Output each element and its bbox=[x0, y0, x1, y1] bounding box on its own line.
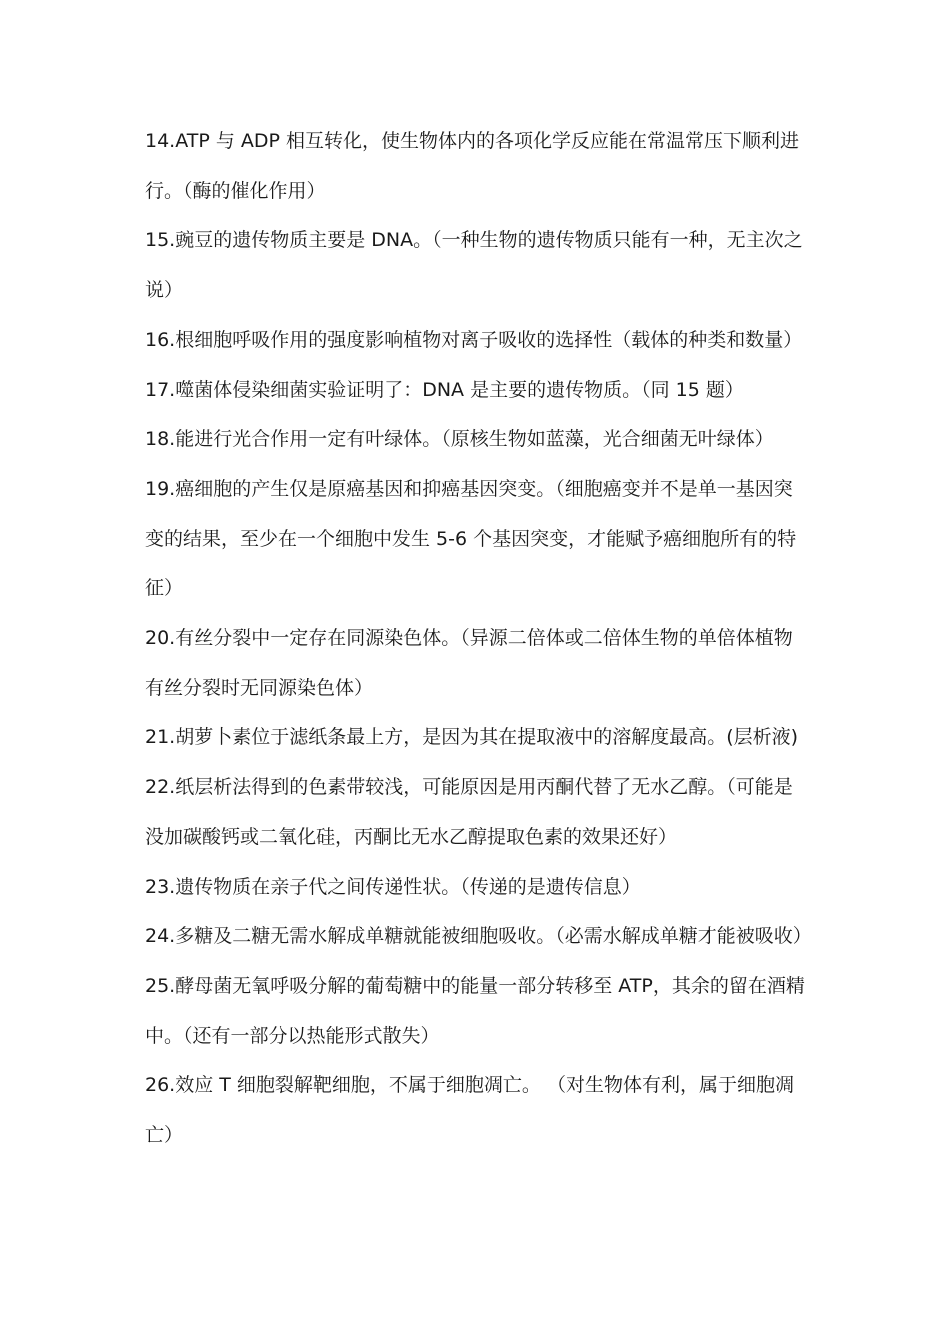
list-item-18: 18.能进行光合作用一定有叶绿体。（原核生物如蓝藻，光合细菌无叶绿体） bbox=[145, 428, 774, 451]
list-item-23: 23.遗传物质在亲子代之间传递性状。（传递的是遗传信息） bbox=[145, 875, 641, 898]
list-item-24: 24.多糖及二糖无需水解成单糖就能被细胞吸收。（必需水解成单糖才能被吸收） bbox=[145, 925, 812, 948]
list-item-26: 26.效应 T 细胞裂解靶细胞，不属于细胞凋亡。 （对生物体有利，属于细胞凋亡） bbox=[145, 1074, 794, 1147]
list-item-21: 21.胡萝卜素位于滤纸条最上方，是因为其在提取液中的溶解度最高。(层析液) bbox=[145, 726, 799, 749]
list-item-17: 17.噬菌体侵染细菌实验证明了：DNA 是主要的遗传物质。（同 15 题） bbox=[145, 378, 744, 401]
list-item-16: 16.根细胞呼吸作用的强度影响植物对离子吸收的选择性（载体的种类和数量） bbox=[145, 328, 803, 351]
document-body bbox=[145, 117, 810, 1161]
list-item-22: 22.纸层析法得到的色素带较浅，可能原因是用丙酮代替了无水乙醇。（可能是没加碳酸钙或二氧化硅，丙酮比无水乙醇提取色素的效果还好） bbox=[145, 776, 793, 848]
list-item-19: 19.癌细胞的产生仅是原癌基因和抑癌基因突变。（细胞癌变并不是单一基因突变的结果，至少在一个细胞中发生 5-6 个基因突变，才能赋予癌细胞所有的特征） bbox=[145, 477, 797, 600]
list-item-25: 25.酵母菌无氧呼吸分解的葡萄糖中的能量一部分转移至 ATP，其余的留在酒精中。（还有一部分以热能形式散失） bbox=[145, 974, 805, 1047]
list-item-20: 20.有丝分裂中一定存在同源染色体。（异源二倍体或二倍体生物的单倍体植物有丝分裂时无同源染色体） bbox=[145, 627, 793, 699]
list-item-15: 15.豌豆的遗传物质主要是 DNA。（一种生物的遗传物质只能有一种，无主次之说） bbox=[145, 229, 803, 302]
list-item-14: 14.ATP 与 ADP 相互转化，使生物体内的各项化学反应能在常温常压下顺利进行。（酶的催化作用） bbox=[145, 130, 800, 202]
